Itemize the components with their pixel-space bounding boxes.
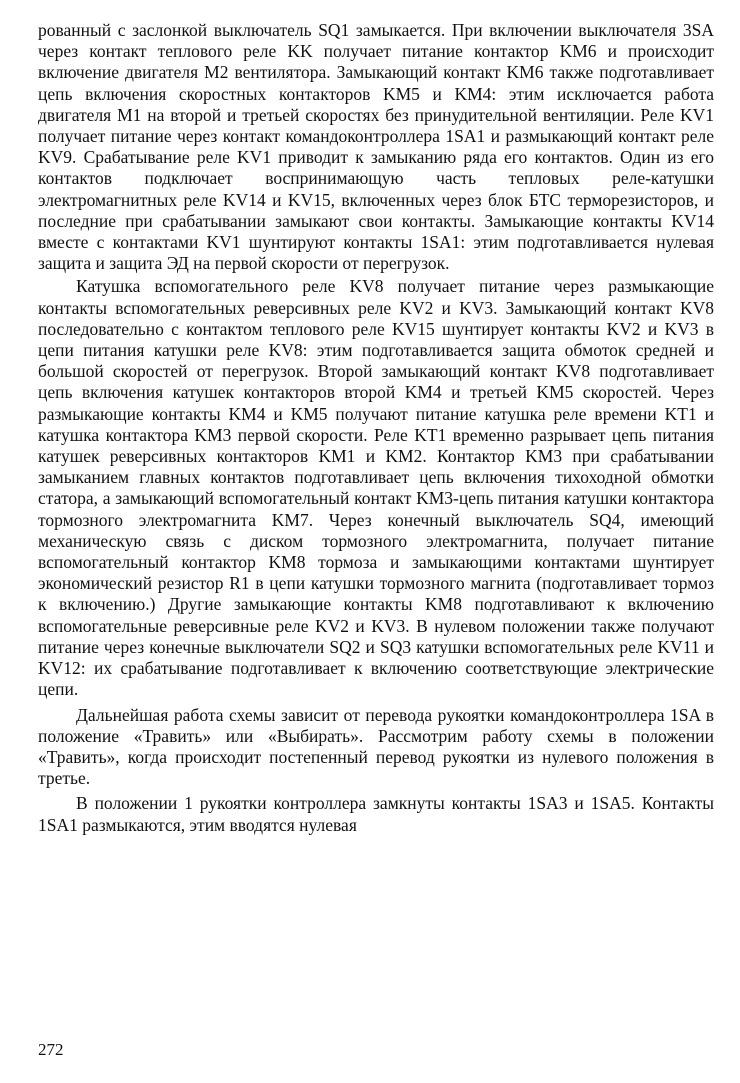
paragraph-4: В положении 1 рукоятки контроллера замкнуты контакты 1SA3 и 1SA5. Контакты 1SA1 размыкаются, этим вводятся нулевая [38, 793, 714, 835]
paragraph-1: рованный с заслонкой выключатель SQ1 замыкается. При включении выключателя 3SA через контакт теплового реле KK получает питание контактор KM6 и происходит включение двигателя M2 вентилятора. Замыкающий контакт KM6 также подготавливает цепь включения скоростных контакторов KM5 и KM4: этим исключается работа двигателя M1 на второй и третьей скоростях без принудительной вентиляции. Реле KV1 получает питание через контакт командоконтроллера 1SA1 и размыкающий контакт реле KV9. Срабатывание реле KV1 приводит к замыканию ряда его контактов. Один из его контактов подключает воспринимающую часть тепловых реле-катушки электромагнитных реле KV14 и KV15, включенных через блок БТС терморезисторов, и последние при срабатывании замыкают свои контакты. Замыкающие контакты KV14 вместе с контактами KV1 шунтируют контакты 1SA1: этим подготавливается нулевая защита и защита ЭД на первой скорости от перегрузок. [38, 20, 714, 274]
paragraph-2: Катушка вспомогательного реле KV8 получает питание через размыкающие контакты вспомогательных реверсивных реле KV2 и KV3. Замыкающий контакт KV8 последовательно с контактом теплового реле KV15 шунтирует контакты KV2 и KV3 в цепи питания катушки реле KV8: этим подготавливается защита обмоток средней и большой скоростей от перегрузок. Второй замыкающий контакт KV8 подготавливает цепь включения катушек контакторов второй KM4 и третьей KM5 скоростей. Через размыкающие контакты KM4 и KM5 получают питание катушка реле времени KT1 и катушка контактора KM3 первой скорости. Реле KT1 временно разрывает цепь питания катушек реверсивных контакторов KM1 и KM2. Контактор KM3 при срабатывании замыканием главных контактов подготавливает цепь включения тихоходной обмотки статора, а замыкающий вспомогательный контакт KM3-цепь питания катушки контактора тормозного электромагнита KM7. Через конечный выключатель SQ4, имеющий механическую связь с диском тормозного электромагнита, получает питание вспомогательный контактор KM8 тормоза и замыкающими контактами шунтирует экономический резистор R1 в цепи катушки тормозного магнита (подготавливает тормоз к включению.) Другие замыкающие контакты KM8 подготавливают к включению вспомогательные реверсивные реле KV2 и KV3. В нулевом положении также получают питание через конечные выключатели SQ2 и SQ3 катушки вспомогательных реле KV11 и KV12: их срабатывание подготавливает к включению соответствующие электрические цепи. [38, 276, 714, 700]
paragraph-3: Дальнейшая работа схемы зависит от перевода рукоятки командоконтроллера 1SA в положение «Травить» или «Выбирать». Рассмотрим работу схемы в положении «Травить», когда происходит постепенный перевод рукоятки из нулевого положения в третье. [38, 704, 714, 789]
page-number: 272 [38, 1040, 64, 1059]
